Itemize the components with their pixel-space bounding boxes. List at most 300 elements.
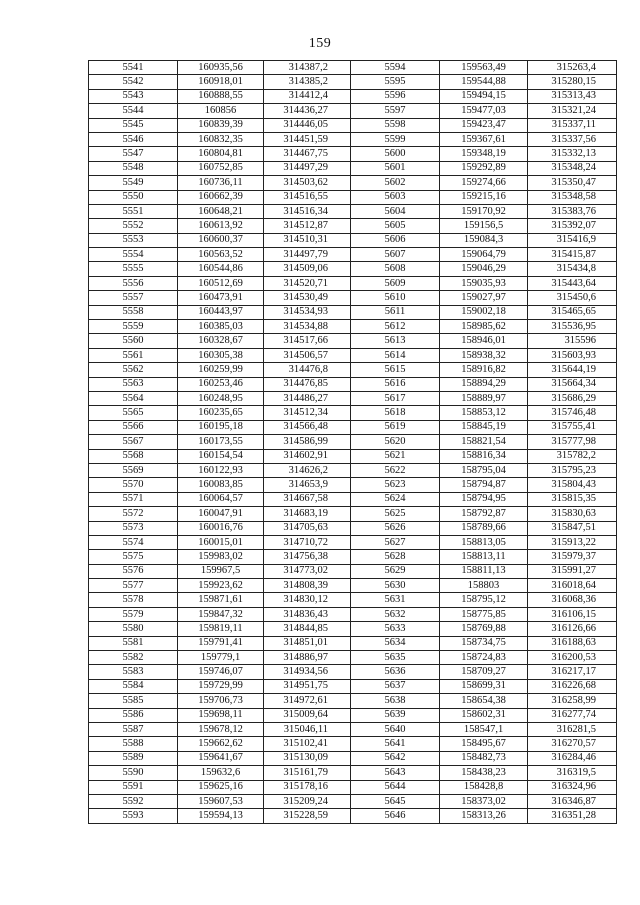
x-coordinate-cell: 159678,12	[178, 722, 264, 736]
x-coordinate-cell: 158794,87	[440, 478, 528, 492]
table-row	[89, 449, 617, 463]
table-row	[89, 320, 617, 334]
point-number-cell: 5565	[89, 406, 178, 420]
y-coordinate-cell: 316018,64	[528, 579, 617, 593]
table-row	[89, 564, 617, 578]
y-coordinate-cell: 315465,65	[528, 305, 617, 319]
x-coordinate-cell: 160248,95	[178, 391, 264, 405]
x-coordinate-cell: 159662,62	[178, 737, 264, 751]
y-coordinate-cell: 315913,22	[528, 535, 617, 549]
point-number-cell: 5554	[89, 248, 178, 262]
point-number-cell: 5611	[351, 305, 440, 319]
point-number-cell: 5571	[89, 492, 178, 506]
table-row	[89, 204, 617, 218]
table-row	[89, 780, 617, 794]
x-coordinate-cell: 158313,26	[440, 809, 528, 823]
point-number-cell: 5601	[351, 161, 440, 175]
x-coordinate-cell: 160385,03	[178, 320, 264, 334]
x-coordinate-cell: 159035,93	[440, 276, 528, 290]
y-coordinate-cell: 315332,13	[528, 147, 617, 161]
x-coordinate-cell: 160736,11	[178, 176, 264, 190]
point-number-cell: 5584	[89, 679, 178, 693]
point-number-cell: 5541	[89, 61, 178, 75]
y-coordinate-cell: 314387,2	[264, 61, 351, 75]
point-number-cell: 5551	[89, 204, 178, 218]
table-row	[89, 766, 617, 780]
point-number-cell: 5546	[89, 132, 178, 146]
table-row	[89, 478, 617, 492]
y-coordinate-cell: 316277,74	[528, 708, 617, 722]
point-number-cell: 5582	[89, 651, 178, 665]
y-coordinate-cell: 314951,75	[264, 679, 351, 693]
point-number-cell: 5604	[351, 204, 440, 218]
point-number-cell: 5579	[89, 607, 178, 621]
y-coordinate-cell: 316126,66	[528, 622, 617, 636]
x-coordinate-cell: 159494,15	[440, 89, 528, 103]
x-coordinate-cell: 158811,13	[440, 564, 528, 578]
y-coordinate-cell: 316281,5	[528, 722, 617, 736]
table-row	[89, 722, 617, 736]
x-coordinate-cell: 158889,97	[440, 391, 528, 405]
x-coordinate-cell: 158795,04	[440, 463, 528, 477]
y-coordinate-cell: 315337,11	[528, 118, 617, 132]
point-number-cell: 5573	[89, 521, 178, 535]
table-row	[89, 507, 617, 521]
y-coordinate-cell: 314667,58	[264, 492, 351, 506]
y-coordinate-cell: 315991,27	[528, 564, 617, 578]
point-number-cell: 5599	[351, 132, 440, 146]
x-coordinate-cell: 159923,62	[178, 579, 264, 593]
y-coordinate-cell: 316351,28	[528, 809, 617, 823]
y-coordinate-cell: 314530,49	[264, 291, 351, 305]
y-coordinate-cell: 314851,01	[264, 636, 351, 650]
x-coordinate-cell: 159563,49	[440, 61, 528, 75]
point-number-cell: 5608	[351, 262, 440, 276]
y-coordinate-cell: 315348,58	[528, 190, 617, 204]
point-number-cell: 5558	[89, 305, 178, 319]
table-row	[89, 363, 617, 377]
point-number-cell: 5643	[351, 766, 440, 780]
point-number-cell: 5600	[351, 147, 440, 161]
point-number-cell: 5612	[351, 320, 440, 334]
y-coordinate-cell: 314602,91	[264, 449, 351, 463]
y-coordinate-cell: 315596	[528, 334, 617, 348]
x-coordinate-cell: 158813,11	[440, 550, 528, 564]
y-coordinate-cell: 316319,5	[528, 766, 617, 780]
x-coordinate-cell: 158938,32	[440, 348, 528, 362]
point-number-cell: 5576	[89, 564, 178, 578]
x-coordinate-cell: 159632,6	[178, 766, 264, 780]
point-number-cell: 5555	[89, 262, 178, 276]
y-coordinate-cell: 314476,85	[264, 377, 351, 391]
x-coordinate-cell: 159983,02	[178, 550, 264, 564]
point-number-cell: 5620	[351, 435, 440, 449]
table-row	[89, 651, 617, 665]
point-number-cell: 5585	[89, 694, 178, 708]
x-coordinate-cell: 158816,34	[440, 449, 528, 463]
y-coordinate-cell: 315337,56	[528, 132, 617, 146]
y-coordinate-cell: 314516,34	[264, 204, 351, 218]
table-row	[89, 679, 617, 693]
point-number-cell: 5635	[351, 651, 440, 665]
table-row	[89, 391, 617, 405]
point-number-cell: 5556	[89, 276, 178, 290]
x-coordinate-cell: 160600,37	[178, 233, 264, 247]
x-coordinate-cell: 158495,67	[440, 737, 528, 751]
x-coordinate-cell: 158795,12	[440, 593, 528, 607]
x-coordinate-cell: 159706,73	[178, 694, 264, 708]
point-number-cell: 5622	[351, 463, 440, 477]
x-coordinate-cell: 160235,65	[178, 406, 264, 420]
point-number-cell: 5593	[89, 809, 178, 823]
table-row	[89, 262, 617, 276]
y-coordinate-cell: 314830,12	[264, 593, 351, 607]
point-number-cell: 5545	[89, 118, 178, 132]
y-coordinate-cell: 314534,93	[264, 305, 351, 319]
y-coordinate-cell: 315416,9	[528, 233, 617, 247]
y-coordinate-cell: 314476,8	[264, 363, 351, 377]
y-coordinate-cell: 315313,43	[528, 89, 617, 103]
point-number-cell: 5646	[351, 809, 440, 823]
y-coordinate-cell: 315350,47	[528, 176, 617, 190]
point-number-cell: 5557	[89, 291, 178, 305]
point-number-cell: 5572	[89, 507, 178, 521]
point-number-cell: 5616	[351, 377, 440, 391]
y-coordinate-cell: 315979,37	[528, 550, 617, 564]
x-coordinate-cell: 159046,29	[440, 262, 528, 276]
y-coordinate-cell: 314836,43	[264, 607, 351, 621]
point-number-cell: 5640	[351, 722, 440, 736]
point-number-cell: 5553	[89, 233, 178, 247]
x-coordinate-cell: 160918,01	[178, 75, 264, 89]
point-number-cell: 5562	[89, 363, 178, 377]
point-number-cell: 5590	[89, 766, 178, 780]
x-coordinate-cell: 160563,52	[178, 248, 264, 262]
y-coordinate-cell: 314497,79	[264, 248, 351, 262]
x-coordinate-cell: 159215,16	[440, 190, 528, 204]
point-number-cell: 5634	[351, 636, 440, 650]
table-row	[89, 305, 617, 319]
point-number-cell: 5568	[89, 449, 178, 463]
point-number-cell: 5605	[351, 219, 440, 233]
point-number-cell: 5563	[89, 377, 178, 391]
y-coordinate-cell: 314808,39	[264, 579, 351, 593]
point-number-cell: 5578	[89, 593, 178, 607]
x-coordinate-cell: 158373,02	[440, 794, 528, 808]
x-coordinate-cell: 159274,66	[440, 176, 528, 190]
y-coordinate-cell: 316346,87	[528, 794, 617, 808]
y-coordinate-cell: 315443,64	[528, 276, 617, 290]
point-number-cell: 5641	[351, 737, 440, 751]
point-number-cell: 5628	[351, 550, 440, 564]
point-number-cell: 5633	[351, 622, 440, 636]
y-coordinate-cell: 315228,59	[264, 809, 351, 823]
coordinates-table-body	[89, 61, 617, 824]
x-coordinate-cell: 158792,87	[440, 507, 528, 521]
point-number-cell: 5575	[89, 550, 178, 564]
x-coordinate-cell: 160328,67	[178, 334, 264, 348]
point-number-cell: 5598	[351, 118, 440, 132]
x-coordinate-cell: 159625,16	[178, 780, 264, 794]
point-number-cell: 5577	[89, 579, 178, 593]
y-coordinate-cell: 316270,57	[528, 737, 617, 751]
point-number-cell: 5632	[351, 607, 440, 621]
x-coordinate-cell: 160662,39	[178, 190, 264, 204]
y-coordinate-cell: 314467,75	[264, 147, 351, 161]
x-coordinate-cell: 160253,46	[178, 377, 264, 391]
x-coordinate-cell: 159746,07	[178, 665, 264, 679]
point-number-cell: 5586	[89, 708, 178, 722]
point-number-cell: 5560	[89, 334, 178, 348]
y-coordinate-cell: 315815,35	[528, 492, 617, 506]
table-row	[89, 118, 617, 132]
x-coordinate-cell: 158438,23	[440, 766, 528, 780]
x-coordinate-cell: 160047,91	[178, 507, 264, 521]
point-number-cell: 5587	[89, 722, 178, 736]
y-coordinate-cell: 315804,43	[528, 478, 617, 492]
point-number-cell: 5567	[89, 435, 178, 449]
y-coordinate-cell: 314516,55	[264, 190, 351, 204]
x-coordinate-cell: 158794,95	[440, 492, 528, 506]
y-coordinate-cell: 315536,95	[528, 320, 617, 334]
point-number-cell: 5594	[351, 61, 440, 75]
y-coordinate-cell: 314385,2	[264, 75, 351, 89]
point-number-cell: 5631	[351, 593, 440, 607]
x-coordinate-cell: 158853,12	[440, 406, 528, 420]
point-number-cell: 5606	[351, 233, 440, 247]
point-number-cell: 5618	[351, 406, 440, 420]
x-coordinate-cell: 160305,38	[178, 348, 264, 362]
point-number-cell: 5548	[89, 161, 178, 175]
table-row	[89, 334, 617, 348]
x-coordinate-cell: 160259,99	[178, 363, 264, 377]
y-coordinate-cell: 316106,15	[528, 607, 617, 621]
y-coordinate-cell: 314705,63	[264, 521, 351, 535]
table-row	[89, 794, 617, 808]
y-coordinate-cell: 315161,79	[264, 766, 351, 780]
y-coordinate-cell: 315209,24	[264, 794, 351, 808]
point-number-cell: 5644	[351, 780, 440, 794]
table-row	[89, 89, 617, 103]
y-coordinate-cell: 314683,19	[264, 507, 351, 521]
y-coordinate-cell: 314451,59	[264, 132, 351, 146]
point-number-cell: 5609	[351, 276, 440, 290]
x-coordinate-cell: 160015,01	[178, 535, 264, 549]
y-coordinate-cell: 315755,41	[528, 420, 617, 434]
y-coordinate-cell: 314412,4	[264, 89, 351, 103]
x-coordinate-cell: 159967,5	[178, 564, 264, 578]
x-coordinate-cell: 158813,05	[440, 535, 528, 549]
x-coordinate-cell: 158482,73	[440, 751, 528, 765]
point-number-cell: 5637	[351, 679, 440, 693]
table-row	[89, 377, 617, 391]
y-coordinate-cell: 315415,87	[528, 248, 617, 262]
table-row	[89, 276, 617, 290]
y-coordinate-cell: 314886,97	[264, 651, 351, 665]
point-number-cell: 5626	[351, 521, 440, 535]
table-row	[89, 665, 617, 679]
y-coordinate-cell: 315830,63	[528, 507, 617, 521]
point-number-cell: 5581	[89, 636, 178, 650]
coordinates-table	[88, 60, 617, 824]
table-row	[89, 535, 617, 549]
point-number-cell: 5614	[351, 348, 440, 362]
table-row	[89, 550, 617, 564]
y-coordinate-cell: 314446,05	[264, 118, 351, 132]
table-row	[89, 809, 617, 823]
x-coordinate-cell: 160154,54	[178, 449, 264, 463]
table-row	[89, 248, 617, 262]
point-number-cell: 5591	[89, 780, 178, 794]
y-coordinate-cell: 315686,29	[528, 391, 617, 405]
x-coordinate-cell: 160544,86	[178, 262, 264, 276]
x-coordinate-cell: 159698,11	[178, 708, 264, 722]
y-coordinate-cell: 315392,07	[528, 219, 617, 233]
y-coordinate-cell: 315603,93	[528, 348, 617, 362]
point-number-cell: 5570	[89, 478, 178, 492]
y-coordinate-cell: 315777,98	[528, 435, 617, 449]
y-coordinate-cell: 314934,56	[264, 665, 351, 679]
y-coordinate-cell: 314534,88	[264, 320, 351, 334]
point-number-cell: 5588	[89, 737, 178, 751]
x-coordinate-cell: 160888,55	[178, 89, 264, 103]
x-coordinate-cell: 160512,69	[178, 276, 264, 290]
table-row	[89, 147, 617, 161]
x-coordinate-cell: 160083,85	[178, 478, 264, 492]
point-number-cell: 5630	[351, 579, 440, 593]
x-coordinate-cell: 159819,11	[178, 622, 264, 636]
x-coordinate-cell: 158916,82	[440, 363, 528, 377]
y-coordinate-cell: 316324,96	[528, 780, 617, 794]
point-number-cell: 5552	[89, 219, 178, 233]
table-row	[89, 104, 617, 118]
y-coordinate-cell: 316258,99	[528, 694, 617, 708]
point-number-cell: 5642	[351, 751, 440, 765]
x-coordinate-cell: 160935,56	[178, 61, 264, 75]
point-number-cell: 5542	[89, 75, 178, 89]
point-number-cell: 5629	[351, 564, 440, 578]
table-row	[89, 636, 617, 650]
x-coordinate-cell: 160613,92	[178, 219, 264, 233]
point-number-cell: 5597	[351, 104, 440, 118]
x-coordinate-cell: 160195,18	[178, 420, 264, 434]
y-coordinate-cell: 314972,61	[264, 694, 351, 708]
point-number-cell: 5602	[351, 176, 440, 190]
y-coordinate-cell: 314626,2	[264, 463, 351, 477]
y-coordinate-cell: 314653,9	[264, 478, 351, 492]
y-coordinate-cell: 316200,53	[528, 651, 617, 665]
x-coordinate-cell: 158602,31	[440, 708, 528, 722]
point-number-cell: 5583	[89, 665, 178, 679]
table-row	[89, 521, 617, 535]
table-row	[89, 176, 617, 190]
x-coordinate-cell: 159027,97	[440, 291, 528, 305]
y-coordinate-cell: 315321,24	[528, 104, 617, 118]
x-coordinate-cell: 159641,67	[178, 751, 264, 765]
y-coordinate-cell: 314497,29	[264, 161, 351, 175]
point-number-cell: 5623	[351, 478, 440, 492]
table-row	[89, 492, 617, 506]
table-row	[89, 219, 617, 233]
x-coordinate-cell: 159156,5	[440, 219, 528, 233]
y-coordinate-cell: 314517,66	[264, 334, 351, 348]
x-coordinate-cell: 159002,18	[440, 305, 528, 319]
x-coordinate-cell: 159607,53	[178, 794, 264, 808]
point-number-cell: 5619	[351, 420, 440, 434]
x-coordinate-cell: 158789,66	[440, 521, 528, 535]
y-coordinate-cell: 315348,24	[528, 161, 617, 175]
x-coordinate-cell: 158894,29	[440, 377, 528, 391]
point-number-cell: 5645	[351, 794, 440, 808]
y-coordinate-cell: 315130,09	[264, 751, 351, 765]
y-coordinate-cell: 315795,23	[528, 463, 617, 477]
table-row	[89, 61, 617, 75]
x-coordinate-cell: 159779,1	[178, 651, 264, 665]
x-coordinate-cell: 159348,19	[440, 147, 528, 161]
point-number-cell: 5580	[89, 622, 178, 636]
table-row	[89, 190, 617, 204]
y-coordinate-cell: 314844,85	[264, 622, 351, 636]
x-coordinate-cell: 158654,38	[440, 694, 528, 708]
table-row	[89, 579, 617, 593]
table-row	[89, 607, 617, 621]
point-number-cell: 5625	[351, 507, 440, 521]
x-coordinate-cell: 159064,79	[440, 248, 528, 262]
point-number-cell: 5615	[351, 363, 440, 377]
x-coordinate-cell: 160752,85	[178, 161, 264, 175]
y-coordinate-cell: 314510,31	[264, 233, 351, 247]
y-coordinate-cell: 314586,99	[264, 435, 351, 449]
y-coordinate-cell: 316217,17	[528, 665, 617, 679]
point-number-cell: 5544	[89, 104, 178, 118]
y-coordinate-cell: 315644,19	[528, 363, 617, 377]
y-coordinate-cell: 314503,62	[264, 176, 351, 190]
point-number-cell: 5610	[351, 291, 440, 305]
point-number-cell: 5569	[89, 463, 178, 477]
y-coordinate-cell: 314512,87	[264, 219, 351, 233]
y-coordinate-cell: 314512,34	[264, 406, 351, 420]
y-coordinate-cell: 314756,38	[264, 550, 351, 564]
table-row	[89, 593, 617, 607]
y-coordinate-cell: 315847,51	[528, 521, 617, 535]
y-coordinate-cell: 315102,41	[264, 737, 351, 751]
y-coordinate-cell: 314520,71	[264, 276, 351, 290]
x-coordinate-cell: 160064,57	[178, 492, 264, 506]
x-coordinate-cell: 160473,91	[178, 291, 264, 305]
point-number-cell: 5603	[351, 190, 440, 204]
x-coordinate-cell: 159292,89	[440, 161, 528, 175]
point-number-cell: 5549	[89, 176, 178, 190]
point-number-cell: 5547	[89, 147, 178, 161]
y-coordinate-cell: 315263,4	[528, 61, 617, 75]
y-coordinate-cell: 315178,16	[264, 780, 351, 794]
x-coordinate-cell: 158803	[440, 579, 528, 593]
x-coordinate-cell: 160443,97	[178, 305, 264, 319]
y-coordinate-cell: 314773,02	[264, 564, 351, 578]
y-coordinate-cell: 316188,63	[528, 636, 617, 650]
point-number-cell: 5627	[351, 535, 440, 549]
y-coordinate-cell: 314506,57	[264, 348, 351, 362]
x-coordinate-cell: 159791,41	[178, 636, 264, 650]
point-number-cell: 5607	[351, 248, 440, 262]
table-row	[89, 751, 617, 765]
table-row	[89, 435, 617, 449]
x-coordinate-cell: 160173,55	[178, 435, 264, 449]
x-coordinate-cell: 160122,93	[178, 463, 264, 477]
table-row	[89, 406, 617, 420]
x-coordinate-cell: 158709,27	[440, 665, 528, 679]
x-coordinate-cell: 159847,32	[178, 607, 264, 621]
